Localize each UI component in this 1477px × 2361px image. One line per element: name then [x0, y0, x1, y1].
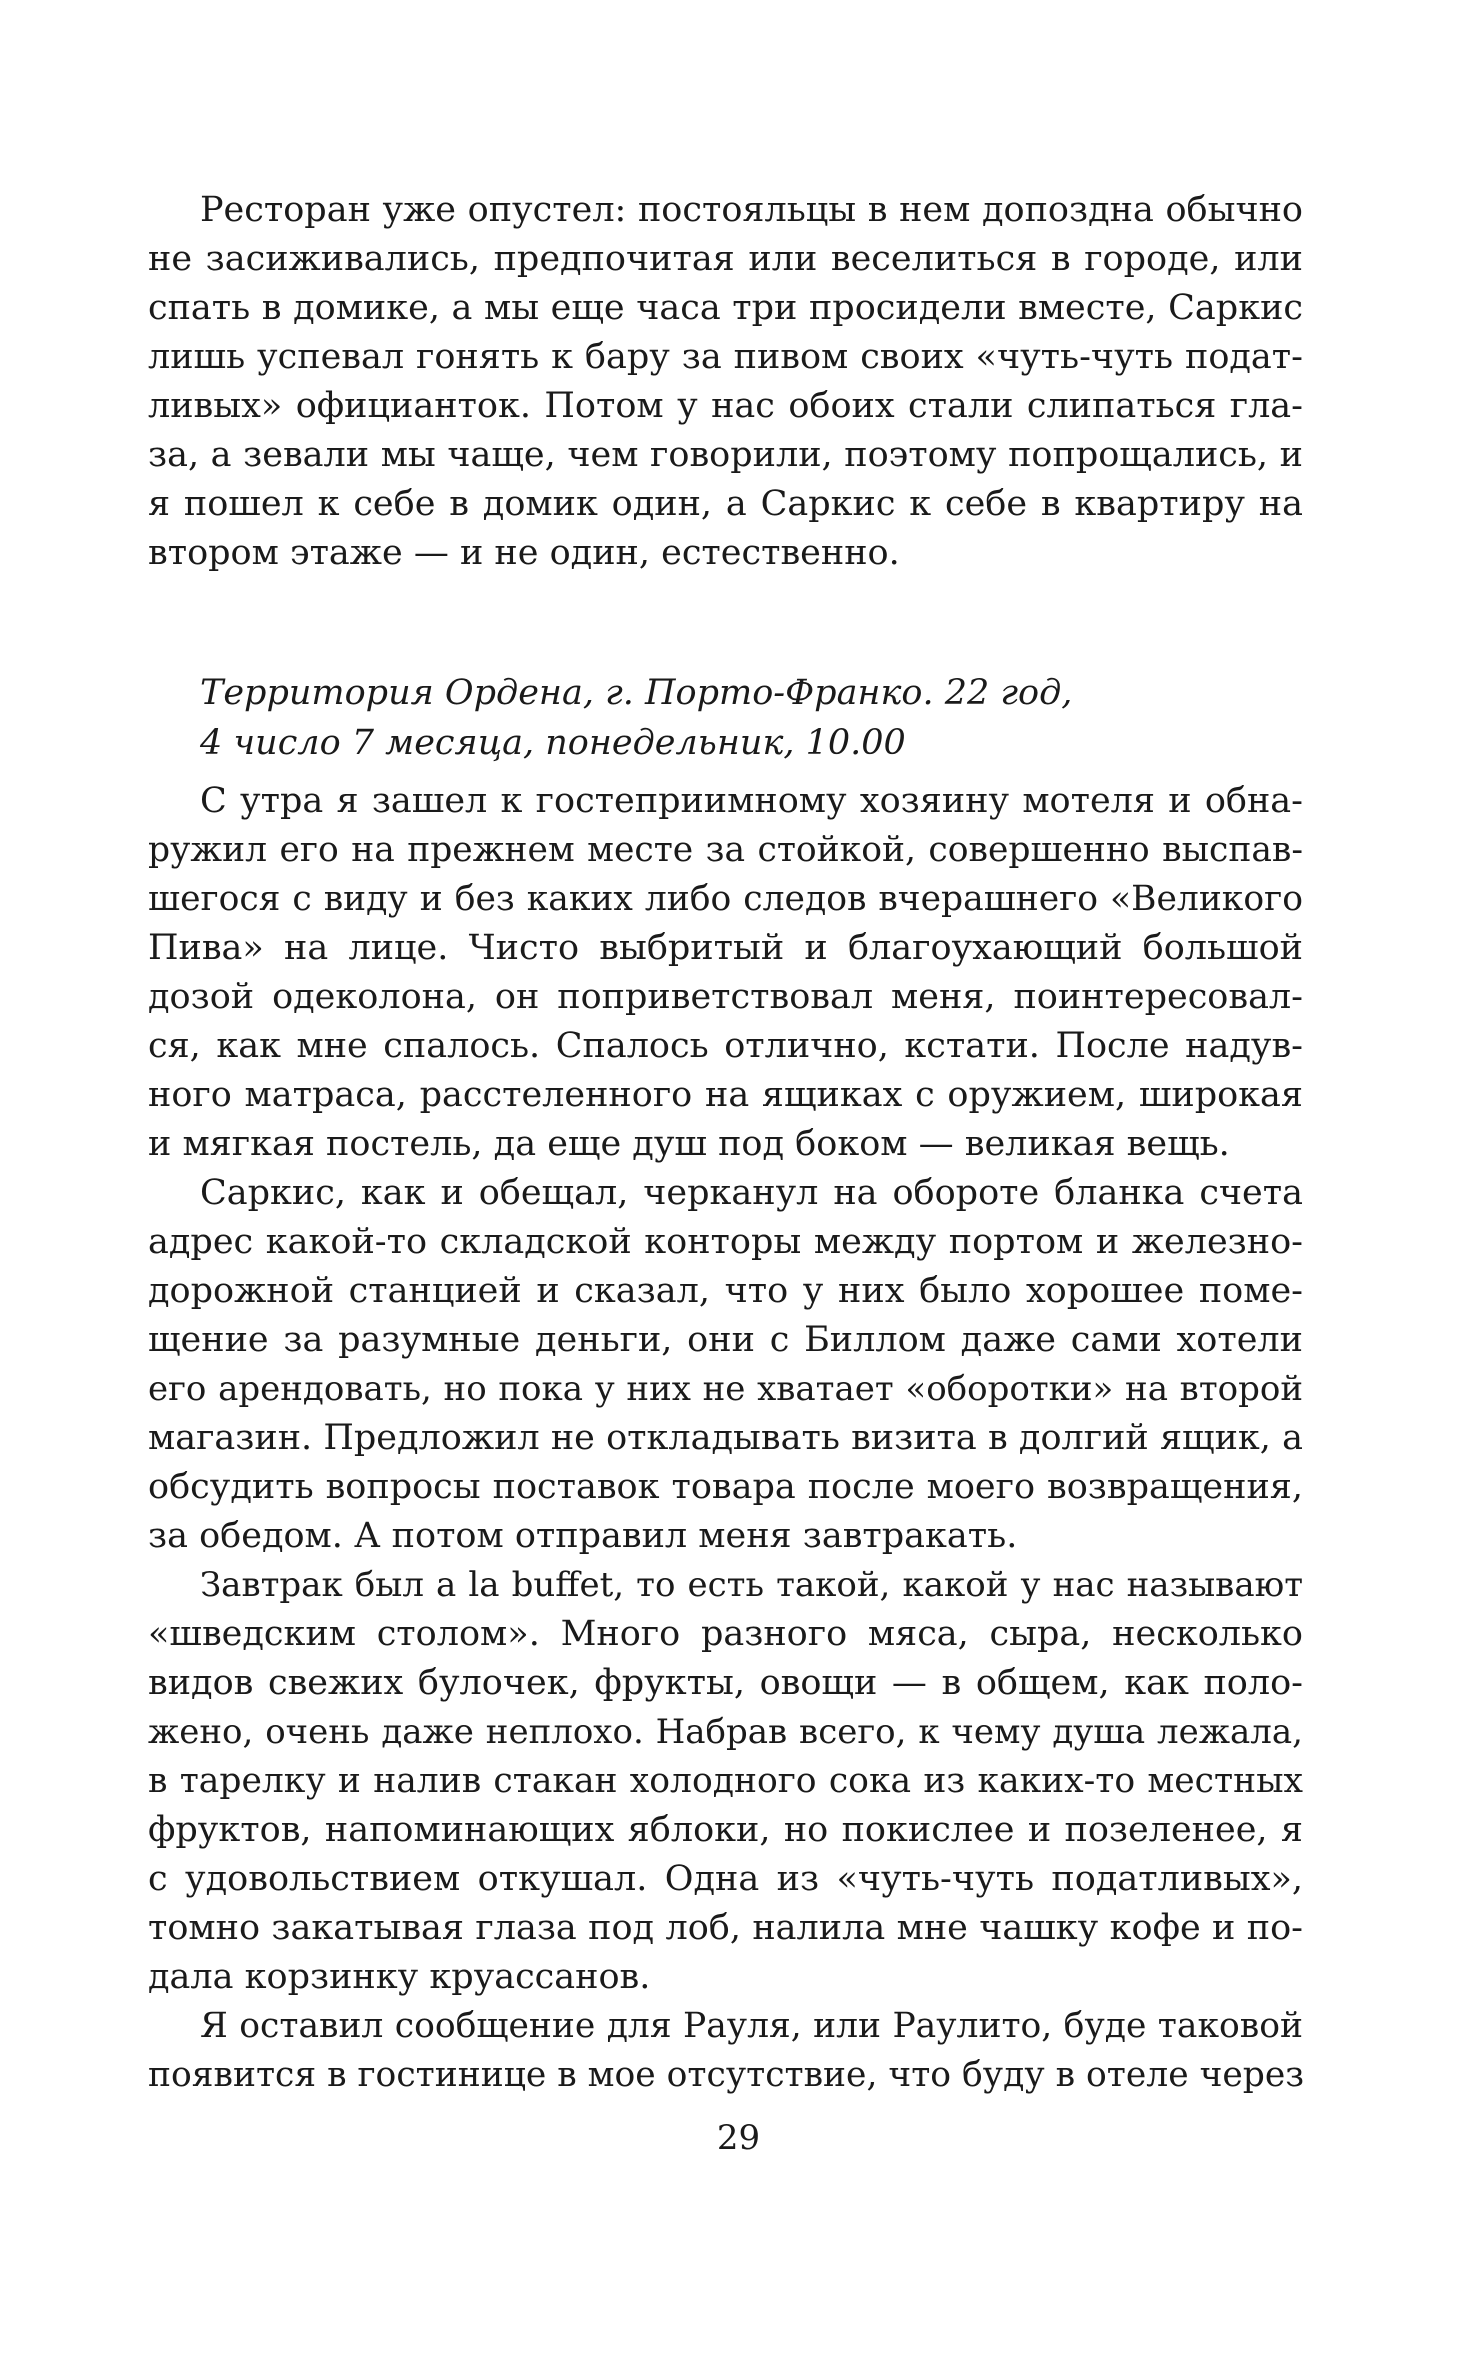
text-line: не засиживались, предпочитая или веселиться в городе, или — [148, 239, 1303, 279]
text-line: ружил его на прежнем месте за стойкой, совершенно выспав- — [148, 830, 1303, 870]
text-line: жено, очень даже неплохо. Набрав всего, к чему душа лежала, — [148, 1712, 1303, 1752]
text-line: лишь успевал гонять к бару за пивом своих «чуть-чуть подат- — [148, 337, 1303, 377]
text-line: появится в гостинице в мое отсутствие, что буду в отеле через — [148, 2055, 1305, 2095]
text-line: Ресторан уже опустел: постояльцы в нем допоздна обычно — [200, 190, 1303, 230]
text-line: шегося с виду и без каких либо следов вчерашнего «Великого — [148, 879, 1303, 919]
text-line: спать в домике, а мы еще часа три просидели вместе, Саркис — [148, 288, 1303, 328]
text-line: ного матраса, расстеленного на ящиках с оружием, широкая — [148, 1075, 1303, 1115]
text-line: за обедом. А потом отправил меня завтракать. — [148, 1516, 1018, 1556]
page-number: 29 — [716, 2118, 761, 2158]
text-line: Пива» на лице. Чисто выбритый и благоухающий большой — [148, 928, 1303, 968]
text-line: я пошел к себе в домик один, а Саркис к себе в квартиру на — [148, 484, 1303, 524]
text-line: Завтрак был a la buffet, то есть такой, какой у нас называют — [200, 1565, 1303, 1605]
text-line: «шведским столом». Много разного мяса, сыра, несколько — [148, 1614, 1303, 1654]
text-line: обсудить вопросы поставок товара после моего возвращения, — [148, 1467, 1303, 1507]
text-line: томно закатывая глаза под лоб, налила мне чашку кофе и по- — [148, 1908, 1303, 1948]
text-line: дозой одеколона, он поприветствовал меня, поинтересовал- — [148, 977, 1303, 1017]
text-line: дорожной станцией и сказал, что у них было хорошее поме- — [148, 1271, 1303, 1311]
text-line: за, а зевали мы чаще, чем говорили, поэтому попрощались, и — [148, 435, 1303, 475]
text-line: и мягкая постель, да еще душ под боком — великая вещь. — [148, 1124, 1230, 1164]
text-line: с удовольствием откушал. Одна из «чуть-чуть податливых», — [148, 1859, 1303, 1899]
text-line: магазин. Предложил не откладывать визита в долгий ящик, а — [148, 1418, 1303, 1458]
text-line: в тарелку и налив стакан холодного сока из каких-то местных — [148, 1761, 1303, 1801]
text-line: втором этаже — и не один, естественно. — [148, 533, 900, 573]
text-line: С утра я зашел к гостеприимному хозяину мотеля и обна- — [200, 781, 1303, 821]
text-line: видов свежих булочек, фрукты, овощи — в общем, как поло- — [148, 1663, 1303, 1703]
text-line: Саркис, как и обещал, черканул на обороте бланка счета — [200, 1173, 1303, 1213]
text-line: адрес какой-то складской конторы между портом и железно- — [148, 1222, 1303, 1262]
text-line: ся, как мне спалось. Спалось отлично, кстати. После надув- — [148, 1026, 1303, 1066]
heading-line: 4 число 7 месяца, понедельник, 10.00 — [200, 723, 906, 763]
text-line: Я оставил сообщение для Рауля, или Раулито, буде таковой — [200, 2006, 1303, 2046]
text-line: фруктов, напоминающих яблоки, но покислее и позеленее, я — [148, 1810, 1303, 1850]
text-line: дала корзинку круассанов. — [148, 1957, 651, 1997]
heading-line: Территория Ордена, г. Порто-Франко. 22 год, — [200, 673, 1073, 713]
text-line: щение за разумные деньги, они с Биллом даже сами хотели — [148, 1320, 1303, 1360]
text-line: его арендовать, но пока у них не хватает «оборотки» на второй — [148, 1369, 1303, 1409]
text-line: ливых» официанток. Потом у нас обоих стали слипаться гла- — [148, 386, 1303, 426]
